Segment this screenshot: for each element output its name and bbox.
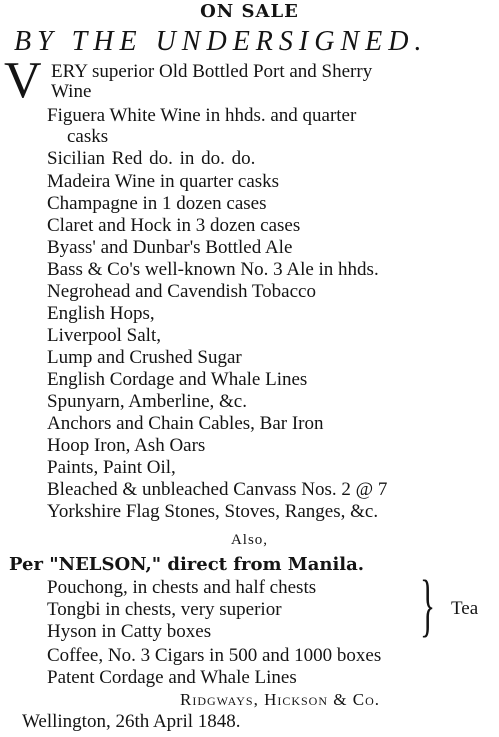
- list-item: Bleached & unbleached Canvass Nos. 2 @ 7: [47, 479, 388, 500]
- list-item: Negrohead and Cavendish Tobacco: [47, 281, 316, 302]
- manila-item: Patent Cordage and Whale Lines: [47, 667, 297, 688]
- list-item: Spunyarn, Amberline, &c.: [47, 391, 247, 412]
- drop-cap: V: [4, 52, 42, 109]
- list-item: Figuera White Wine in hhds. and quarter: [47, 105, 357, 126]
- opening-line: ERY superior Old Bottled Port and Sherry: [51, 61, 373, 82]
- list-item: English Hops,: [47, 303, 155, 324]
- list-item: Yorkshire Flag Stones, Stoves, Ranges, &c.: [47, 501, 379, 522]
- advert-title: ON SALE: [200, 1, 299, 22]
- right-brace-icon: }: [420, 567, 436, 644]
- signature: Ridgways, Hickson & Co.: [180, 690, 380, 709]
- advert-subtitle: BY THE UNDERSIGNED.: [14, 26, 428, 57]
- tea-label: Tea: [451, 598, 479, 619]
- list-item: Madeira Wine in quarter casks: [47, 171, 280, 192]
- dateline: Wellington, 26th April 1848.: [22, 711, 241, 732]
- tea-item: Pouchong, in chests and half chests: [47, 577, 317, 598]
- list-item: Claret and Hock in 3 dozen cases: [47, 215, 301, 236]
- manila-item: Coffee, No. 3 Cigars in 500 and 1000 boxes: [47, 645, 382, 666]
- list-item: Bass & Co's well-known No. 3 Ale in hhds.: [47, 259, 379, 280]
- list-item: Byass' and Dunbar's Bottled Ale: [47, 237, 293, 258]
- list-item: Paints, Paint Oil,: [47, 457, 176, 478]
- list-item: Liverpool Salt,: [47, 325, 161, 346]
- list-item: Sicilian Red do. in do. do.: [47, 148, 256, 169]
- tea-item: Tongbi in chests, very superior: [47, 599, 282, 620]
- tea-item: Hyson in Catty boxes: [47, 621, 212, 642]
- list-item: Anchors and Chain Cables, Bar Iron: [47, 413, 324, 434]
- list-item: Hoop Iron, Ash Oars: [47, 435, 206, 456]
- list-item: English Cordage and Whale Lines: [47, 369, 308, 390]
- list-item: Lump and Crushed Sugar: [47, 347, 242, 368]
- list-item: casks: [67, 126, 109, 147]
- opening-continuation: Wine: [51, 81, 92, 102]
- list-item: Champagne in 1 dozen cases: [47, 193, 267, 214]
- also-label: Also,: [230, 532, 269, 548]
- manila-header: Per "NELSON," direct from Manila.: [9, 554, 365, 575]
